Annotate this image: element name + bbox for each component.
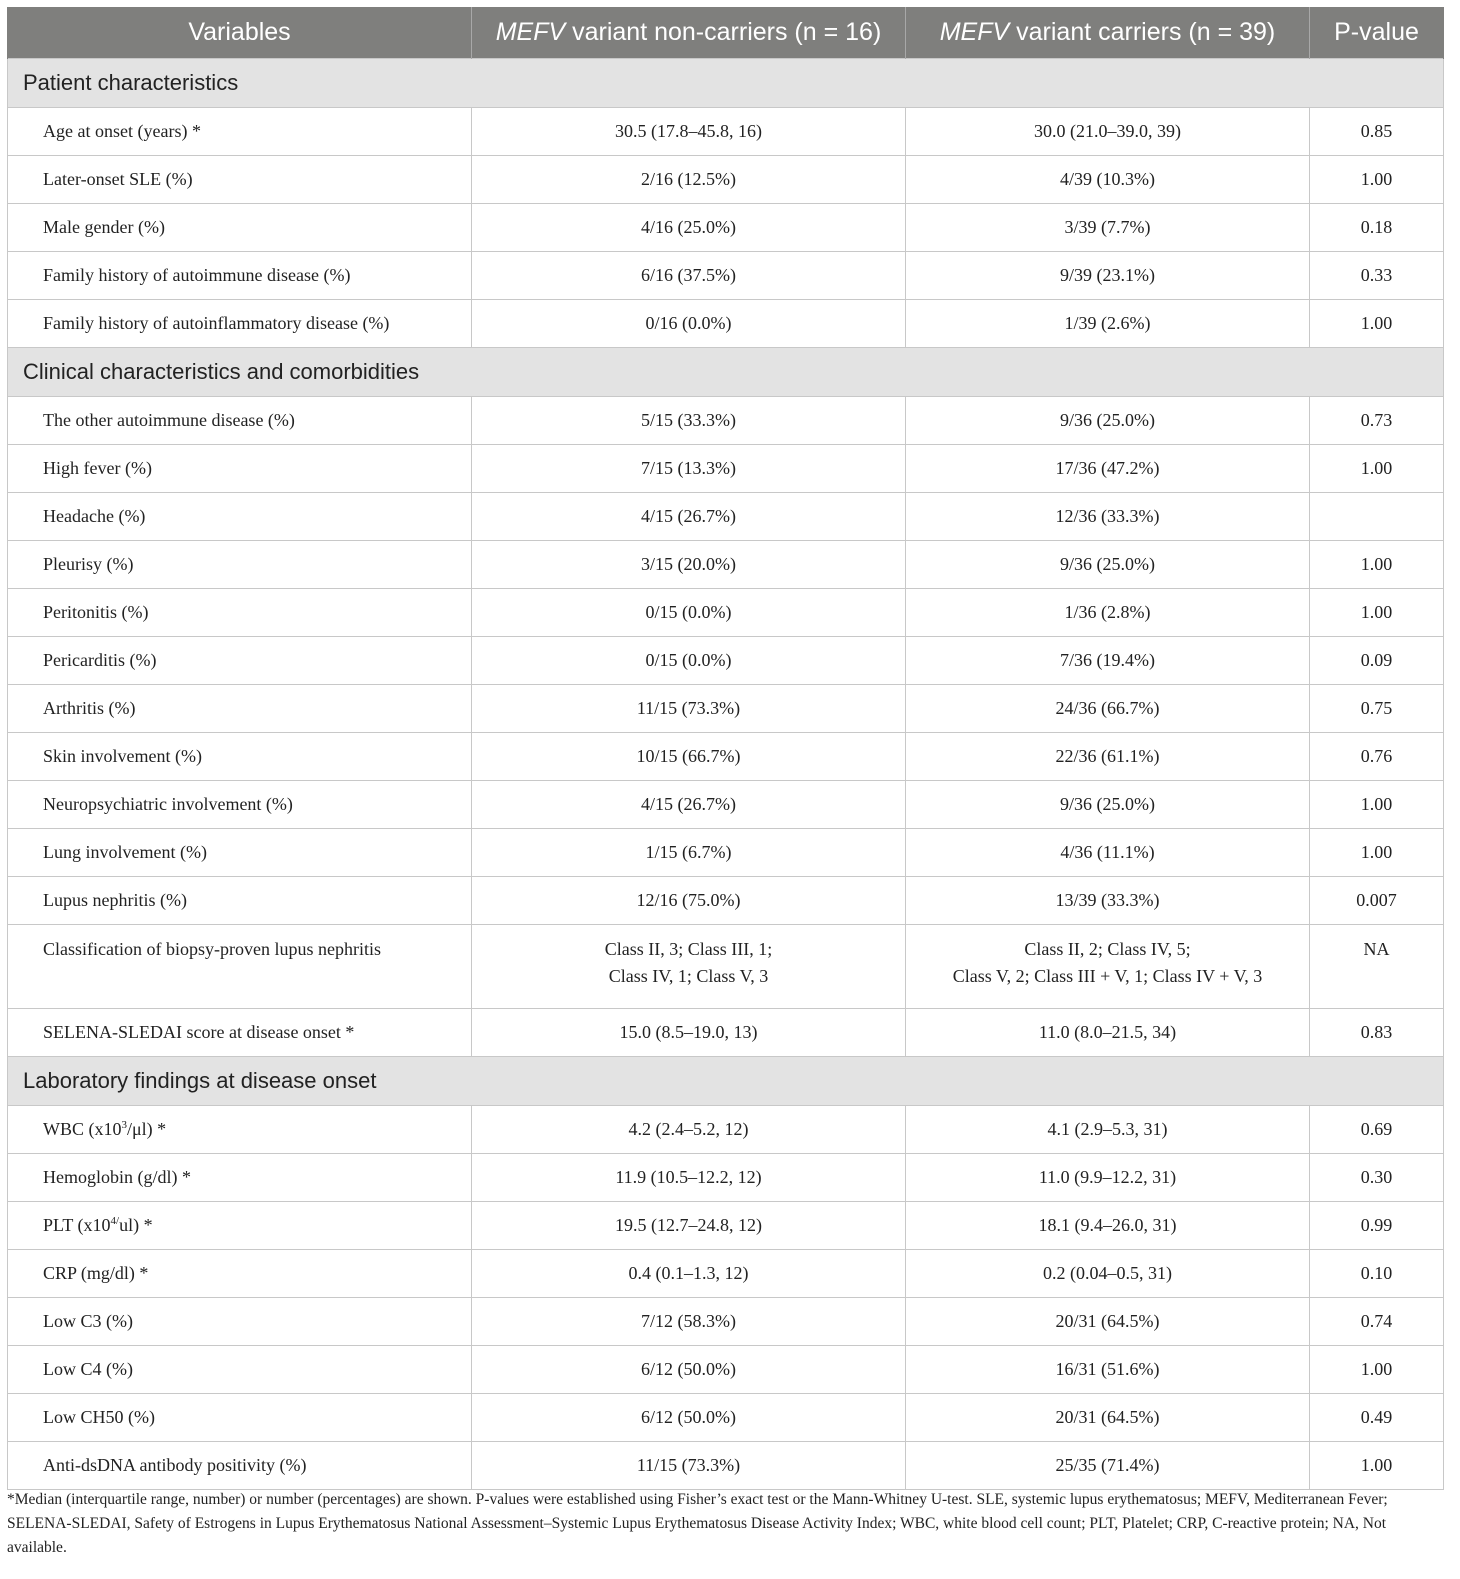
header-carriers-gene: MEFV xyxy=(939,18,1010,46)
carriers-value: 16/31 (51.6%) xyxy=(906,1346,1310,1394)
carriers-value: 9/36 (25.0%) xyxy=(906,781,1310,829)
table-row xyxy=(8,1394,1444,1442)
variable-label: Low CH50 (%) xyxy=(8,1394,472,1442)
p-value: 0.10 xyxy=(1310,1250,1444,1298)
table-row xyxy=(8,829,1444,877)
variable-label: Age at onset (years) * xyxy=(8,108,472,156)
table-row xyxy=(8,445,1444,493)
p-value: 1.00 xyxy=(1310,589,1444,637)
variable-label: Later-onset SLE (%) xyxy=(8,156,472,204)
variable-label: Neuropsychiatric involvement (%) xyxy=(8,781,472,829)
p-value xyxy=(1310,493,1444,541)
variable-label: CRP (mg/dl) * xyxy=(8,1250,472,1298)
noncarriers-value: 12/16 (75.0%) xyxy=(472,877,906,925)
table-footnote: *Median (interquartile range, number) or number (percentages) are shown. P-values were established using Fisher’s exact test or the Mann-Whitney U-test. SLE, systemic lupus erythematosus; MEFV, Mediterranean Fever; SELENA-SLEDAI, Safety of Estrogens in Lupus Erythematosus National Assessment–Systemic Lupus Erythematosus Disease Activity Index; WBC, white blood cell count; PLT, Platelet; CRP, C-reactive protein; NA, Not available. xyxy=(7,1491,1388,1556)
header-pvalue: P-value xyxy=(1310,7,1444,59)
section-title: Patient characteristics xyxy=(8,59,1444,108)
variable-label: Anti-dsDNA antibody positivity (%) xyxy=(8,1442,472,1490)
p-value: 1.00 xyxy=(1310,541,1444,589)
carriers-value: 11.0 (8.0–21.5, 34) xyxy=(906,1009,1310,1057)
carriers-value-line2: Class V, 2; Class III + V, 1; Class IV + V, 3 xyxy=(952,966,1263,986)
variable-label: Hemoglobin (g/dl) * xyxy=(8,1154,472,1202)
table-row xyxy=(8,300,1444,348)
variable-label: Family history of autoinflammatory disease (%) xyxy=(8,300,472,348)
noncarriers-value: 11/15 (73.3%) xyxy=(472,1442,906,1490)
p-value: 0.69 xyxy=(1310,1106,1444,1154)
carriers-value: 11.0 (9.9–12.2, 31) xyxy=(906,1154,1310,1202)
section-row xyxy=(8,1057,1444,1106)
variable-label: The other autoimmune disease (%) xyxy=(8,397,472,445)
carriers-value: 0.2 (0.04–0.5, 31) xyxy=(906,1250,1310,1298)
carriers-value: 9/39 (23.1%) xyxy=(906,252,1310,300)
variable-label: Pericarditis (%) xyxy=(8,637,472,685)
carriers-value: 13/39 (33.3%) xyxy=(906,877,1310,925)
p-value: 0.33 xyxy=(1310,252,1444,300)
noncarriers-value: 4.2 (2.4–5.2, 12) xyxy=(472,1106,906,1154)
noncarriers-value: 30.5 (17.8–45.8, 16) xyxy=(472,108,906,156)
p-value: 0.74 xyxy=(1310,1298,1444,1346)
header-noncarriers xyxy=(472,7,906,59)
table-row xyxy=(8,1250,1444,1298)
noncarriers-value-line1: Class II, 3; Class III, 1; xyxy=(604,939,773,959)
noncarriers-value-line2: Class IV, 1; Class V, 3 xyxy=(608,966,769,986)
variable-label: Arthritis (%) xyxy=(8,685,472,733)
p-value: 0.76 xyxy=(1310,733,1444,781)
variable-label xyxy=(8,1202,472,1250)
variable-label: Low C4 (%) xyxy=(8,1346,472,1394)
section-row xyxy=(8,59,1444,108)
p-value: 0.85 xyxy=(1310,108,1444,156)
noncarriers-value: 10/15 (66.7%) xyxy=(472,733,906,781)
p-value: 1.00 xyxy=(1310,829,1444,877)
p-value: 1.00 xyxy=(1310,445,1444,493)
table-row xyxy=(8,781,1444,829)
label-text-unit: ul) * xyxy=(119,1215,153,1235)
header-variables: Variables xyxy=(8,7,472,59)
noncarriers-value: 3/15 (20.0%) xyxy=(472,541,906,589)
noncarriers-value: 0.4 (0.1–1.3, 12) xyxy=(472,1250,906,1298)
noncarriers-value: 0/16 (0.0%) xyxy=(472,300,906,348)
noncarriers-value xyxy=(472,925,906,1009)
p-value: 0.75 xyxy=(1310,685,1444,733)
results-table xyxy=(7,7,1444,1490)
variable-label: Headache (%) xyxy=(8,493,472,541)
p-value: 0.49 xyxy=(1310,1394,1444,1442)
section-title: Clinical characteristics and comorbidities xyxy=(8,348,1444,397)
carriers-value: 20/31 (64.5%) xyxy=(906,1298,1310,1346)
carriers-value: 17/36 (47.2%) xyxy=(906,445,1310,493)
p-value: 0.007 xyxy=(1310,877,1444,925)
carriers-value: 9/36 (25.0%) xyxy=(906,397,1310,445)
carriers-value: 4.1 (2.9–5.3, 31) xyxy=(906,1106,1310,1154)
carriers-value xyxy=(906,925,1310,1009)
carriers-value: 30.0 (21.0–39.0, 39) xyxy=(906,108,1310,156)
variable-label: Lung involvement (%) xyxy=(8,829,472,877)
p-value: 1.00 xyxy=(1310,300,1444,348)
variable-label: Peritonitis (%) xyxy=(8,589,472,637)
table-row xyxy=(8,1009,1444,1057)
label-superscript: 4/ xyxy=(110,1215,120,1227)
carriers-value: 12/36 (33.3%) xyxy=(906,493,1310,541)
results-table-container xyxy=(7,7,1443,1490)
noncarriers-value: 15.0 (8.5–19.0, 13) xyxy=(472,1009,906,1057)
noncarriers-value: 6/12 (50.0%) xyxy=(472,1394,906,1442)
carriers-value: 24/36 (66.7%) xyxy=(906,685,1310,733)
noncarriers-value: 11.9 (10.5–12.2, 12) xyxy=(472,1154,906,1202)
carriers-value: 25/35 (71.4%) xyxy=(906,1442,1310,1490)
noncarriers-value: 4/15 (26.7%) xyxy=(472,493,906,541)
section-row xyxy=(8,348,1444,397)
table-row xyxy=(8,541,1444,589)
section-title: Laboratory findings at disease onset xyxy=(8,1057,1444,1106)
table-row xyxy=(8,397,1444,445)
p-value: 0.83 xyxy=(1310,1009,1444,1057)
variable-label: Low C3 (%) xyxy=(8,1298,472,1346)
noncarriers-value: 1/15 (6.7%) xyxy=(472,829,906,877)
table-row xyxy=(8,1106,1444,1154)
table-row xyxy=(8,204,1444,252)
noncarriers-value: 7/15 (13.3%) xyxy=(472,445,906,493)
header-carriers-text: variant carriers (n = 39) xyxy=(1009,18,1276,46)
table-header xyxy=(8,7,1444,59)
carriers-value: 7/36 (19.4%) xyxy=(906,637,1310,685)
noncarriers-value: 2/16 (12.5%) xyxy=(472,156,906,204)
table-row xyxy=(8,589,1444,637)
variable-label: Classification of biopsy-proven lupus nephritis xyxy=(8,925,472,1009)
p-value: 1.00 xyxy=(1310,1346,1444,1394)
carriers-value: 20/31 (64.5%) xyxy=(906,1394,1310,1442)
table-row xyxy=(8,1346,1444,1394)
carriers-value: 4/36 (11.1%) xyxy=(906,829,1310,877)
table-row xyxy=(8,1442,1444,1490)
table-row xyxy=(8,925,1444,1009)
label-superscript: 3 xyxy=(121,1119,127,1131)
p-value: 0.09 xyxy=(1310,637,1444,685)
noncarriers-value: 4/15 (26.7%) xyxy=(472,781,906,829)
variable-label: Skin involvement (%) xyxy=(8,733,472,781)
variable-label: High fever (%) xyxy=(8,445,472,493)
noncarriers-value: 6/12 (50.0%) xyxy=(472,1346,906,1394)
label-text: WBC (x10 xyxy=(43,1119,122,1139)
table-row xyxy=(8,637,1444,685)
p-value: 1.00 xyxy=(1310,156,1444,204)
table-row xyxy=(8,1298,1444,1346)
noncarriers-value: 19.5 (12.7–24.8, 12) xyxy=(472,1202,906,1250)
carriers-value: 18.1 (9.4–26.0, 31) xyxy=(906,1202,1310,1250)
table-row xyxy=(8,156,1444,204)
table-row xyxy=(8,1154,1444,1202)
noncarriers-value: 0/15 (0.0%) xyxy=(472,589,906,637)
variable-label: Lupus nephritis (%) xyxy=(8,877,472,925)
noncarriers-value: 4/16 (25.0%) xyxy=(472,204,906,252)
table-row xyxy=(8,1202,1444,1250)
table-row xyxy=(8,877,1444,925)
p-value: NA xyxy=(1310,925,1444,1009)
noncarriers-value: 5/15 (33.3%) xyxy=(472,397,906,445)
table-row xyxy=(8,252,1444,300)
table-body xyxy=(8,59,1444,1490)
carriers-value: 3/39 (7.7%) xyxy=(906,204,1310,252)
variable-label: Family history of autoimmune disease (%) xyxy=(8,252,472,300)
p-value: 0.73 xyxy=(1310,397,1444,445)
p-value: 1.00 xyxy=(1310,1442,1444,1490)
variable-label: Male gender (%) xyxy=(8,204,472,252)
table-row xyxy=(8,685,1444,733)
carriers-value: 4/39 (10.3%) xyxy=(906,156,1310,204)
label-text-unit: /μl) * xyxy=(127,1119,167,1139)
table-row xyxy=(8,493,1444,541)
carriers-value: 22/36 (61.1%) xyxy=(906,733,1310,781)
noncarriers-value: 11/15 (73.3%) xyxy=(472,685,906,733)
p-value: 0.18 xyxy=(1310,204,1444,252)
variable-label xyxy=(8,1106,472,1154)
p-value: 0.30 xyxy=(1310,1154,1444,1202)
noncarriers-value: 0/15 (0.0%) xyxy=(472,637,906,685)
carriers-value: 9/36 (25.0%) xyxy=(906,541,1310,589)
carriers-value-line1: Class II, 2; Class IV, 5; xyxy=(1024,939,1191,959)
noncarriers-value: 6/16 (37.5%) xyxy=(472,252,906,300)
header-carriers xyxy=(906,7,1310,59)
carriers-value: 1/39 (2.6%) xyxy=(906,300,1310,348)
p-value: 1.00 xyxy=(1310,781,1444,829)
carriers-value: 1/36 (2.8%) xyxy=(906,589,1310,637)
variable-label: Pleurisy (%) xyxy=(8,541,472,589)
variable-label: SELENA-SLEDAI score at disease onset * xyxy=(8,1009,472,1057)
header-noncarriers-text: variant non-carriers (n = 16) xyxy=(565,18,882,46)
table-row xyxy=(8,733,1444,781)
p-value: 0.99 xyxy=(1310,1202,1444,1250)
noncarriers-value: 7/12 (58.3%) xyxy=(472,1298,906,1346)
header-noncarriers-gene: MEFV xyxy=(495,18,566,46)
table-row xyxy=(8,108,1444,156)
label-text: PLT (x10 xyxy=(43,1215,111,1235)
